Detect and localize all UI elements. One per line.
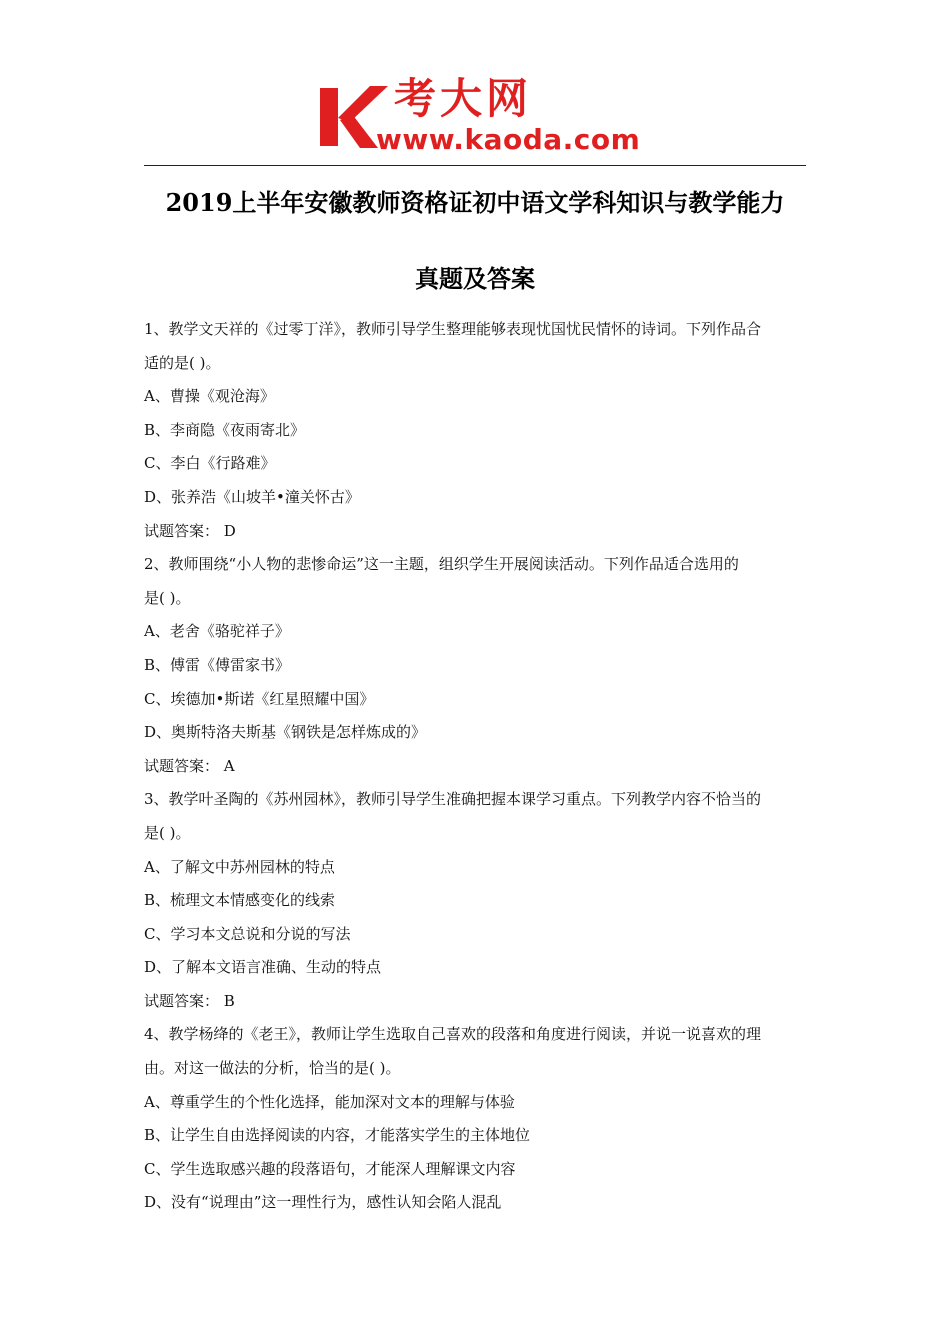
answer-option: D、没有“说理由”这一理性行为，感性认知会陷人混乱 [144,1193,502,1212]
document-subtitle: 真题及答案 [415,264,535,293]
question-text: 2、教师围绕“小人物的悲惨命运”这一主题，组织学生开展阅读活动。下列作品适合选用的 [144,555,739,574]
answer-option: A、老舍《骆驼祥子》 [144,622,290,641]
logo-url: www.kaoda.com [376,123,641,156]
kaoda-logo [318,74,641,158]
document-title: 2019上半年安徽教师资格证初中语文学科知识与教学能力 [165,188,785,217]
answer-key: 试题答案： D [144,521,236,540]
question-text-continued: 由。对这一做法的分析，恰当的是( )。 [144,1059,401,1078]
question-text-continued: 是( )。 [144,823,191,842]
answer-option: B、让学生自由选择阅读的内容，才能落实学生的主体地位 [144,1126,531,1145]
answer-option: D、奥斯特洛夫斯基《钢铁是怎样炼成的》 [144,723,427,742]
answer-option: C、学生选取感兴趣的段落语句，才能深人理解课文内容 [144,1159,516,1178]
question-text: 4、教学杨绛的《老王》，教师让学生选取自己喜欢的段落和角度进行阅读，并说一说喜欢的理 [144,1025,762,1044]
answer-option: C、李白《行路难》 [144,454,276,473]
answer-option: C、埃德加•斯诺《红星照耀中国》 [144,689,375,708]
answer-option: A、曹操《观沧海》 [144,387,275,406]
answer-option: C、学习本文总说和分说的写法 [144,924,351,943]
answer-option: A、了解文中苏州园林的特点 [144,857,335,876]
question-content [144,313,808,1220]
answer-option: D、张养浩《山坡羊•潼关怀古》 [144,487,360,506]
question-text: 3、教学叶圣陶的《苏州园林》，教师引导学生准确把握本课学习重点。下列教学内容不恰当的 [144,790,762,809]
answer-option: B、傅雷《傅雷家书》 [144,655,291,674]
logo-brand-name: 考大网 [394,74,533,123]
answer-option: D、了解本文语言准确、生动的特点 [144,958,382,977]
answer-key: 试题答案： B [144,991,235,1010]
header-divider [144,165,806,166]
answer-key: 试题答案： A [144,756,235,775]
question-text-continued: 是( )。 [144,588,191,607]
answer-option: B、李商隐《夜雨寄北》 [144,420,306,439]
question-text: 1、教学文天祥的《过零丁洋》，教师引导学生整理能够表现忧国忧民情怀的诗词。下列作品合 [144,320,762,338]
answer-option: A、尊重学生的个性化选择，能加深对文本的理解与体验 [144,1092,515,1111]
answer-option: B、梳理文本情感变化的线索 [144,891,336,910]
question-text-continued: 适的是( )。 [144,353,221,372]
